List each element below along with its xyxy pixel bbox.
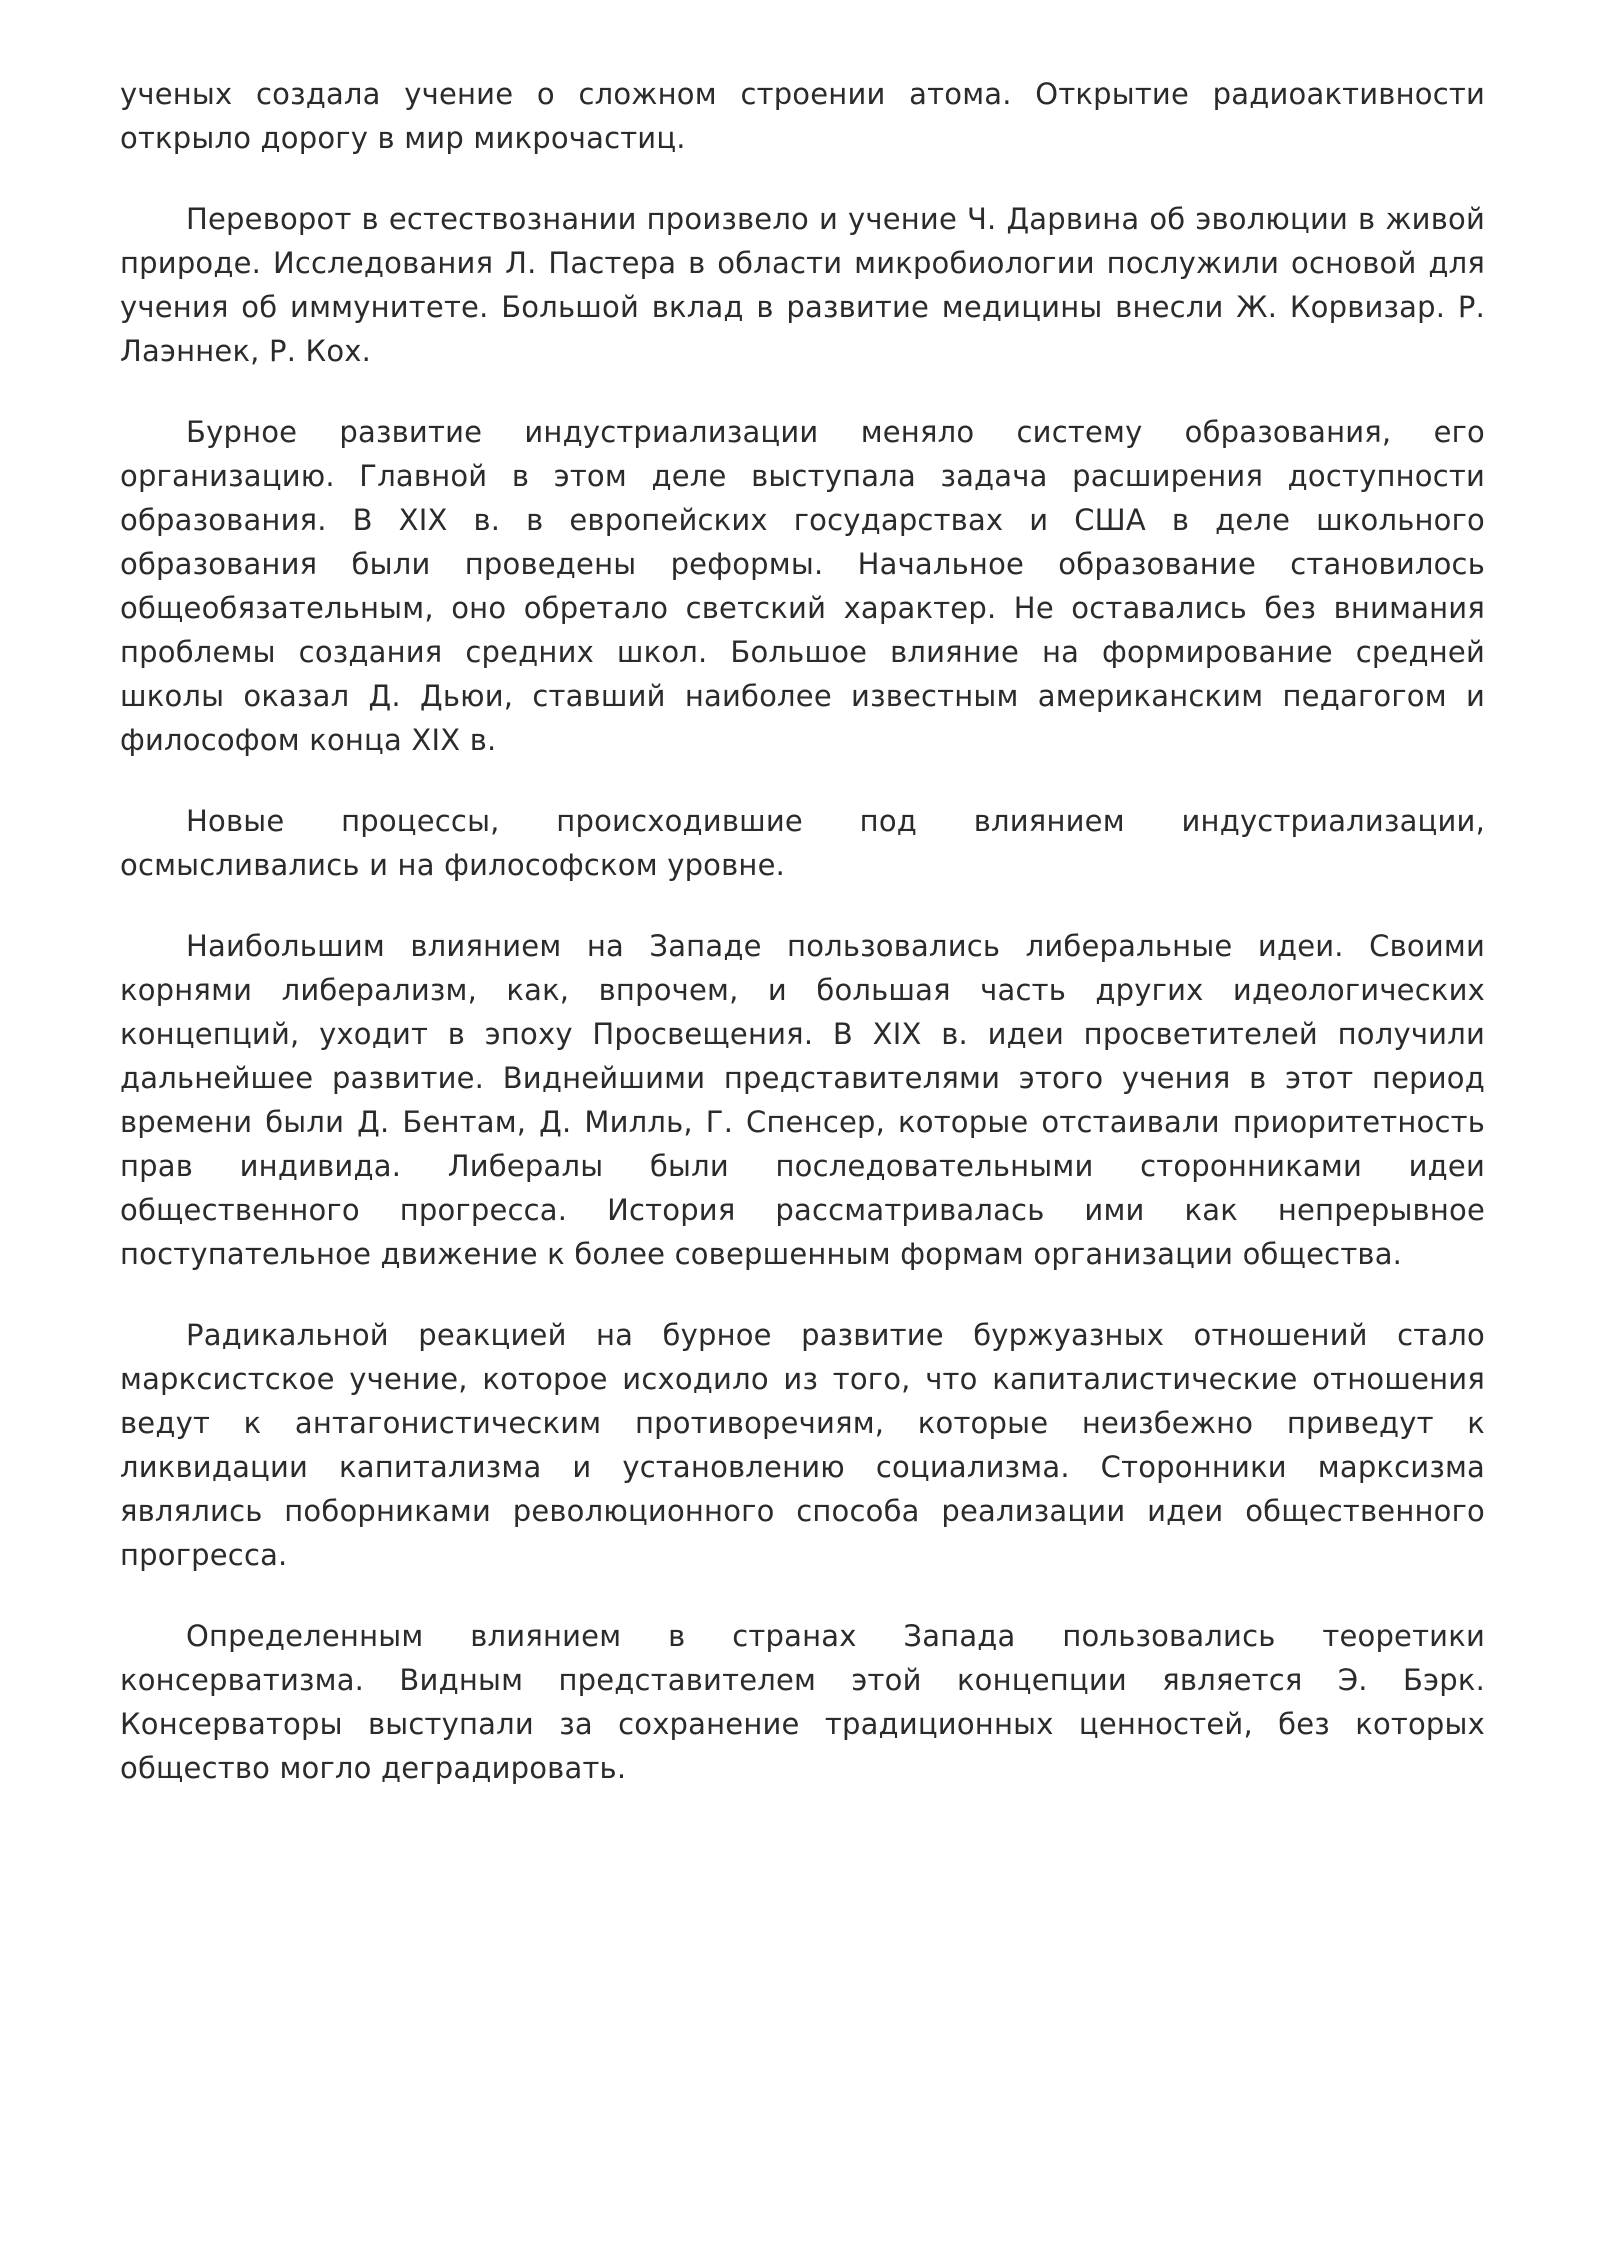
paragraph-3: Бурное развитие индустриализации меняло систему образования, его организацию. Главной в этом деле выступала задача расширения доступности образования. В XIX в. в европейских государствах и США в деле школьного образования были проведены реформы. Начальное образование становилось общеобязательным, оно обретало светский характер. Не оставались без внимания проблемы создания средних школ. Большое влияние на формирование средней школы оказал Д. Дьюи, ставший наиболее известным американским педагогом и философом конца XIX в. [120,415,1485,757]
paragraph-6: Радикальной реакцией на бурное развитие буржуазных отношений стало марксистское учение, которое исходило из того, что капиталистические отношения ведут к антагонистическим противоречиям, которые неизбежно приведут к ликвидации капитализма и установлению социализма. Сторонники марксизма являлись поборниками революционного способа реализации идеи общественного прогресса. [120,1318,1485,1572]
paragraph-7: Определенным влиянием в странах Запада пользовались теоретики консерватизма. Видным представителем этой концепции является Э. Бэрк. Консерваторы выступали за сохранение традиционных ценностей, без которых общество могло деградировать. [120,1619,1485,1785]
paragraph-4: Новые процессы, происходившие под влиянием индустриализации, осмысливались и на философском уровне. [120,804,1485,882]
paragraph-2: Переворот в естествознании произвело и учение Ч. Дарвина об эволюции в живой природе. Исследования Л. Пастера в области микробиологии послужили основой для учения об иммунитете. Большой вклад в развитие медицины внесли Ж. Корвизар. Р. Лаэннек, Р. Кох. [120,202,1485,368]
paragraph-1: ученых создала учение о сложном строении атома. Открытие радиоактивности открыло дорогу в мир микрочастиц. [120,77,1485,155]
paragraph-5: Наибольшим влиянием на Западе пользовались либеральные идеи. Своими корнями либерализм, как, впрочем, и большая часть других идеологических концепций, уходит в эпоху Просвещения. В XIX в. идеи просветителей получили дальнейшее развитие. Виднейшими представителями этого учения в этот период времени были Д. Бентам, Д. Милль, Г. Спенсер, которые отстаивали приоритетность прав индивида. Либералы были последовательными сторонниками идеи общественного прогресса. История рассматривалась ими как непрерывное поступательное движение к более совершенным формам организации общества. [120,929,1485,1271]
body-text [120,72,1485,1827]
